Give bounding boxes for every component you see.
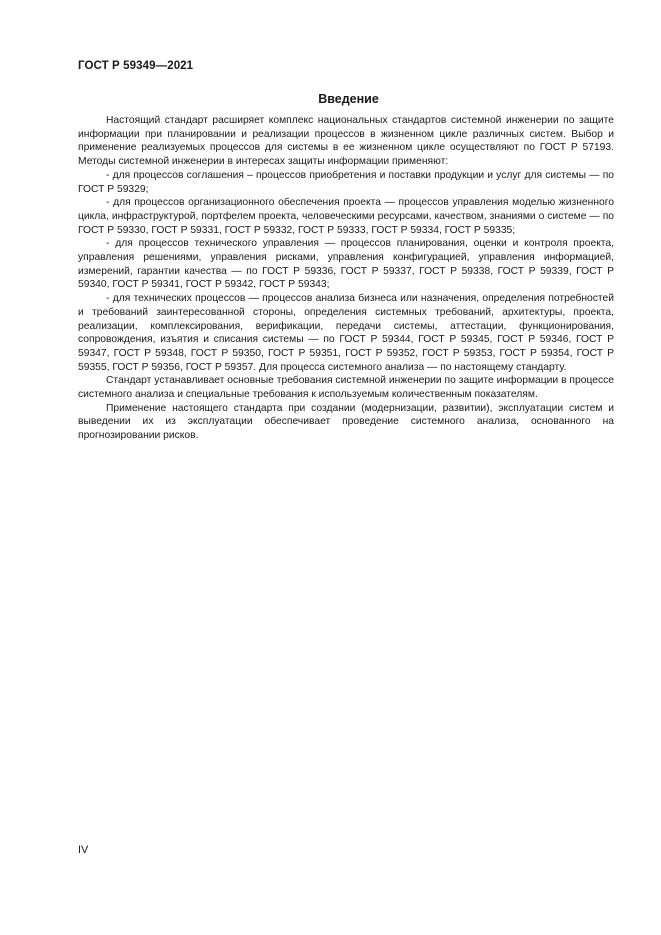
introduction-body	[78, 114, 614, 443]
paragraph-application: Применение настоящего стандарта при создании (модернизации, развитии), эксплуатации систем и выведении их из эксплуатации обеспечивает проведение системного анализа, основанного на прогнозировании рисков.	[78, 402, 614, 442]
section-title: Введение	[318, 92, 379, 106]
paragraph-requirements: Стандарт устанавливает основные требования системной инженерии по защите информации в процессе системного анализа и специальные требования к используемым количественным показателям.	[78, 375, 614, 401]
list-item-organizational: - для процессов организационного обеспечения проекта — процессов управления моделью жизненного цикла, инфраструктурой, портфелем проекта, человеческими ресурсами, качеством, знаниями о системе — по ГОСТ Р 59330, ГОСТ Р 59331, ГОСТ Р 59332, ГОСТ Р 59333, ГОСТ Р 59334, ГОСТ Р 59335;	[78, 197, 614, 236]
list-item-technical: - для технических процессов — процессов анализа бизнеса или назначения, определения потребностей и требований заинтересованной стороны, определения системных требований, архитектуры, проекта, реализации, комплексирования, верификации, передачи системы, аттестации, функционирования, сопровождения, изъятия и списания системы — по ГОСТ Р 59344, ГОСТ Р 59345, ГОСТ Р 59346, ГОСТ Р 59347, ГОСТ Р 59348, ГОСТ Р 59350, ГОСТ Р 59351, ГОСТ Р 59352, ГОСТ Р 59353, ГОСТ Р 59354, ГОСТ Р 59355, ГОСТ Р 59356, ГОСТ Р 59357. Для процесса системного анализа — по настоящему стандарту.	[78, 293, 614, 373]
list-item-agreement: - для процессов соглашения – процессов приобретения и поставки продукции и услуг для системы — по ГОСТ Р 59329;	[78, 169, 614, 195]
paragraph-intro: Настоящий стандарт расширяет комплекс национальных стандартов системной инженерии по защите информации при планировании и реализации процессов в жизненном цикле различных систем. Выбор и применение реализуемых процессов для системы в ее жизненном цикле осуществляют по ГОСТ Р 57193. Методы системной инженерии в интересах защиты информации применяют:	[78, 115, 614, 168]
list-item-technical-management: - для процессов технического управления — процессов планирования, оценки и контроля проекта, управления решениями, управления рисками, управления конфигурацией, управления информацией, измерений, гарантии качества — по ГОСТ Р 59336, ГОСТ Р 59337, ГОСТ Р 59338, ГОСТ Р 59339, ГОСТ Р 59340, ГОСТ Р 59341, ГОСТ Р 59342, ГОСТ Р 59343;	[78, 238, 614, 291]
document-header: ГОСТ Р 59349—2021	[78, 60, 194, 72]
page-number: IV	[78, 844, 89, 856]
